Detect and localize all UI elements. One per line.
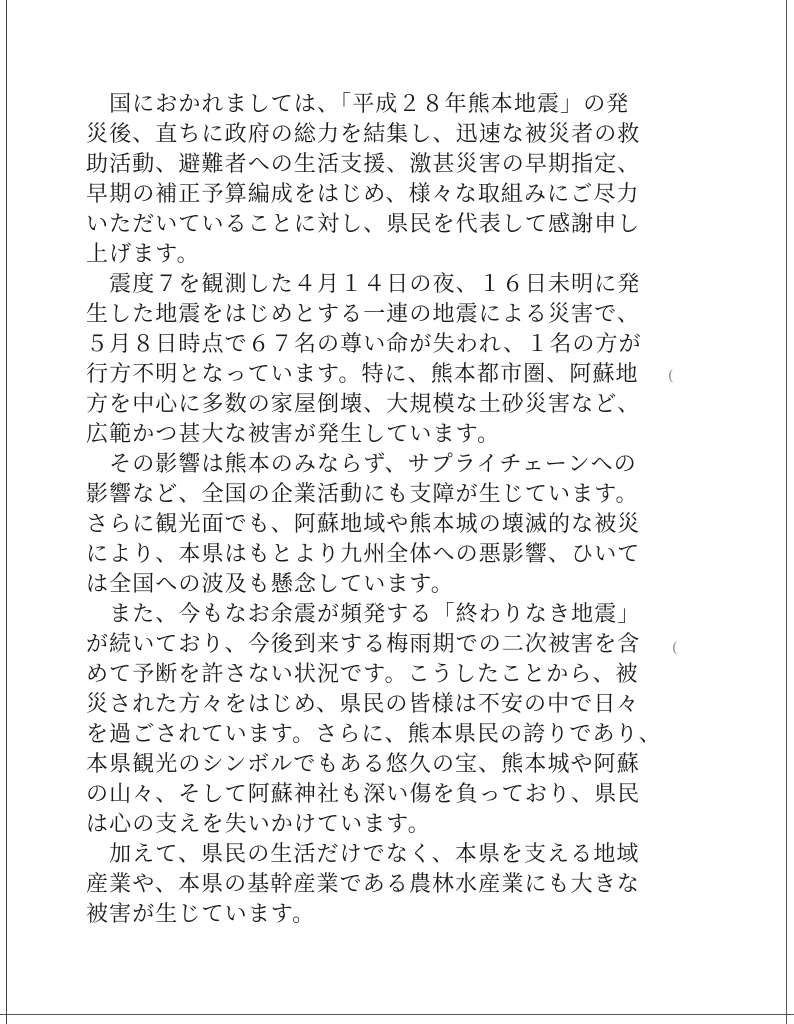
- text-line: 上げます。: [86, 242, 200, 267]
- text-line: 行方不明となっています。特に、熊本都市圏、阿蘇地: [86, 362, 639, 387]
- text-line: 早期の補正予算編成をはじめ、様々な取組みにご尽力: [86, 182, 640, 207]
- text-line: めて予断を許さない状況です。こうしたことから、被: [86, 662, 639, 687]
- text-line: 震度７を観測した４月１４日の夜、１６日未明に発: [86, 272, 641, 297]
- text-line: は全国への波及も懸念しています。: [86, 572, 454, 597]
- text-line: 方を中心に多数の家屋倒壊、大規模な土砂災害など、: [86, 392, 641, 417]
- text-line: が続いており、今後到来する梅雨期での二次被害を含: [86, 632, 641, 657]
- scan-speck: (: [672, 640, 678, 656]
- text-line: 災後、直ちに政府の総力を結集し、迅速な被災者の救: [86, 122, 641, 147]
- text-line: を過ごされています。さらに、熊本県民の誇りであり、: [86, 722, 662, 747]
- text-line: 本県観光のシンボルでもある悠久の宝、熊本城や阿蘇: [86, 752, 640, 777]
- text-line: 被害が生じています。: [86, 902, 316, 927]
- text-line: 影響など、全国の企業活動にも支障が生じています。: [86, 482, 639, 507]
- body-text: [86, 90, 662, 930]
- text-line: により、本県はもとより九州全体への悪影響、ひいて: [86, 542, 641, 567]
- text-line: 産業や、本県の基幹産業である農林水産業にも大きな: [86, 872, 640, 897]
- text-line: ５月８日時点で６７名の尊い命が失われ、１名の方が: [86, 332, 642, 357]
- page-bottom-edge: [0, 1014, 794, 1015]
- text-line: の山々、そして阿蘇神社も深い傷を負っており、県民: [86, 782, 641, 807]
- page-right-edge: [786, 0, 787, 1024]
- text-line: いただいていることに対し、県民を代表して感謝申し: [86, 212, 641, 237]
- text-line: 助活動、避難者への生活支援、激甚災害の早期指定、: [86, 152, 641, 177]
- text-line: 広範かつ甚大な被害が発生しています。: [86, 422, 501, 447]
- text-line: また、今もなお余震が頻発する「終わりなき地震」: [86, 602, 641, 627]
- text-line: 国におかれましては、「平成２８年熊本地震」の発: [86, 92, 630, 117]
- text-line: 生した地震をはじめとする一連の地震による災害で、: [86, 302, 640, 327]
- text-line: その影響は熊本のみならず、サプライチェーンへの: [86, 452, 637, 477]
- text-line: 災された方々をはじめ、県民の皆様は不安の中で日々: [86, 692, 640, 717]
- scan-speck: (: [668, 368, 674, 384]
- text-line: 加えて、県民の生活だけでなく、本県を支える地域: [86, 842, 640, 867]
- text-line: は心の支えを失いかけています。: [86, 812, 431, 837]
- text-line: さらに観光面でも、阿蘇地域や熊本城の壊滅的な被災: [86, 512, 641, 537]
- page-left-edge: [6, 0, 7, 1024]
